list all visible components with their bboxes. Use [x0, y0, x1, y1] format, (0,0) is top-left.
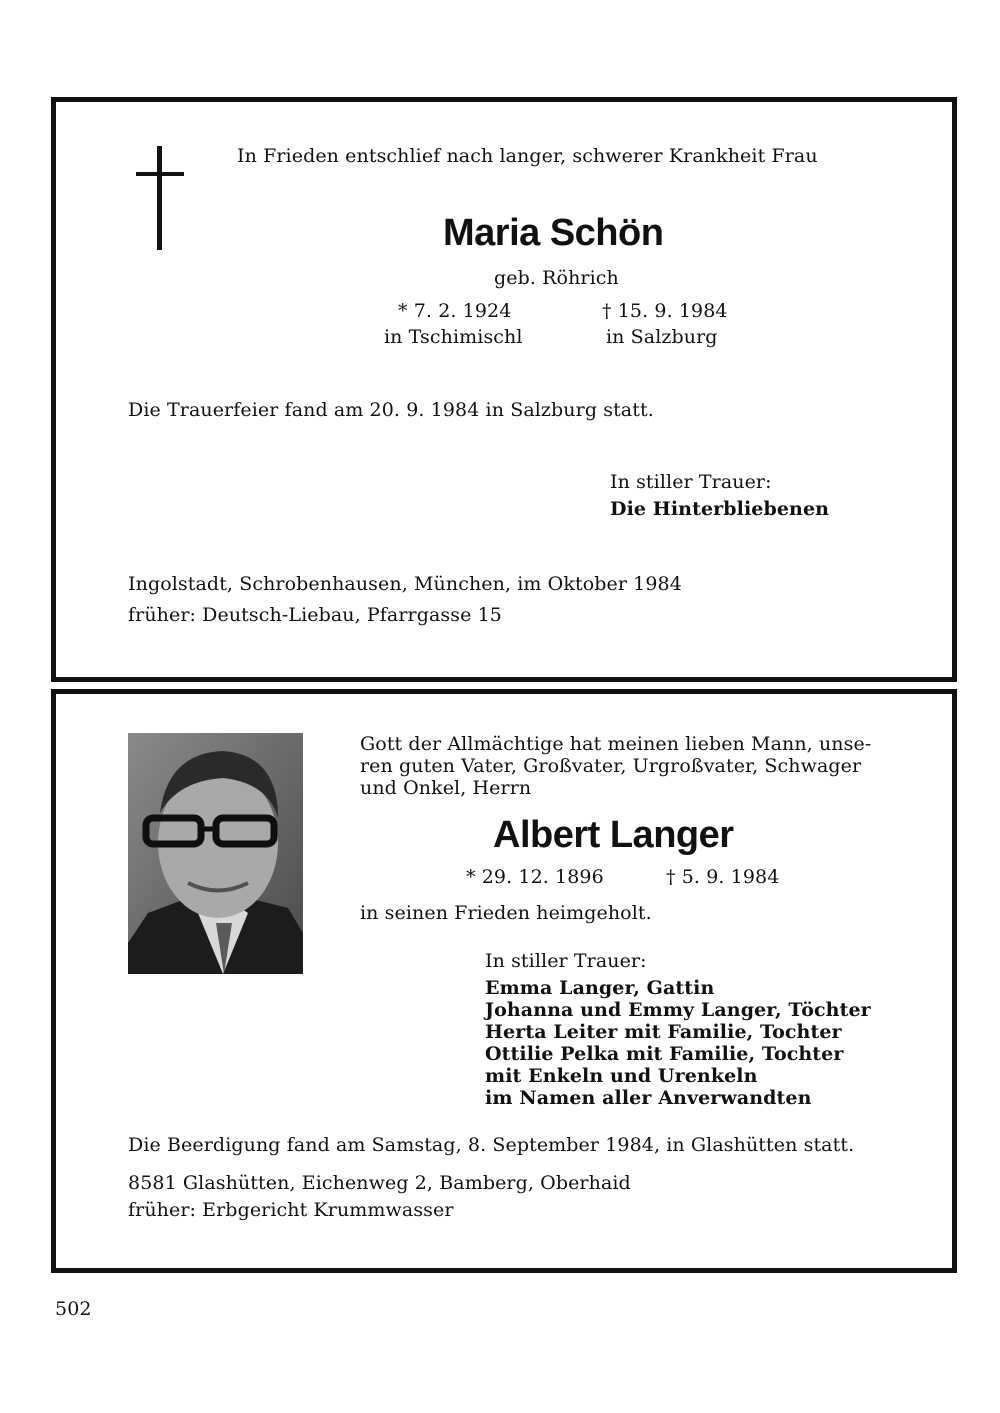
- notice1-mourners: Die Hinterbliebenen: [610, 498, 830, 520]
- notice1-places: Ingolstadt, Schrobenhausen, München, im Oktober 1984: [128, 573, 682, 595]
- notice2-address: 8581 Glashütten, Eichenweg 2, Bamberg, Oberhaid: [128, 1172, 631, 1194]
- notice1-mourning-label: In stiller Trauer:: [610, 471, 772, 493]
- notice2-intro-line-2: ren guten Vater, Großvater, Urgroßvater, Schwager: [360, 755, 862, 777]
- notice1-death-place: in Salzburg: [606, 326, 718, 348]
- notice2-death-date: † 5. 9. 1984: [666, 866, 780, 888]
- notice1-name: Maria Schön: [443, 212, 664, 254]
- notice1-ceremony: Die Trauerfeier fand am 20. 9. 1984 in Salzburg statt.: [128, 399, 654, 421]
- notice1-death-date: † 15. 9. 1984: [602, 300, 728, 322]
- portrait-photo: [128, 733, 303, 974]
- cross-horizontal-bar: [136, 172, 184, 176]
- mourner-line: Ottilie Pelka mit Familie, Tochter: [485, 1043, 844, 1065]
- notice2-former-address: früher: Erbgericht Krummwasser: [128, 1199, 454, 1221]
- mourner-line: mit Enkeln und Urenkeln: [485, 1065, 758, 1087]
- notice2-homecoming: in seinen Frieden heimgeholt.: [360, 902, 652, 924]
- cross-vertical-bar: [157, 146, 162, 250]
- mourner-line: Johanna und Emmy Langer, Töchter: [485, 999, 871, 1021]
- page-number: 502: [55, 1298, 92, 1320]
- notice2-mourning-label: In stiller Trauer:: [485, 950, 647, 972]
- notice1-birth-place: in Tschimischl: [384, 326, 523, 348]
- notice1-former-address: früher: Deutsch-Liebau, Pfarrgasse 15: [128, 604, 502, 626]
- mourner-line: im Namen aller Anverwandten: [485, 1087, 812, 1109]
- notice2-birth-date: * 29. 12. 1896: [466, 866, 604, 888]
- mourner-line: Herta Leiter mit Familie, Tochter: [485, 1021, 842, 1043]
- notice2-intro-line-3: und Onkel, Herrn: [360, 777, 532, 799]
- notice1-birth-date: * 7. 2. 1924: [398, 300, 512, 322]
- notice2-name: Albert Langer: [493, 814, 734, 856]
- notice2-burial: Die Beerdigung fand am Samstag, 8. September 1984, in Glashütten statt.: [128, 1134, 855, 1156]
- mourner-line: Emma Langer, Gattin: [485, 977, 715, 999]
- notice1-maiden-name: geb. Röhrich: [494, 267, 619, 289]
- notice1-intro: In Frieden entschlief nach langer, schwerer Krankheit Frau: [237, 145, 818, 167]
- notice2-intro-line-1: Gott der Allmächtige hat meinen lieben Mann, unse-: [360, 733, 872, 755]
